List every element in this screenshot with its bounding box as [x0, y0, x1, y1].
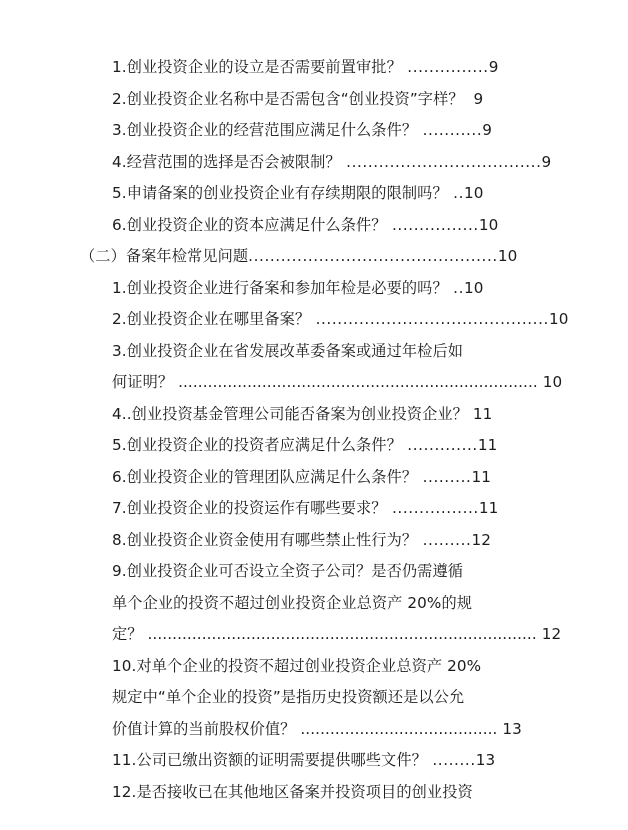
toc-entry-text: 8.创业投资企业资金使用有哪些禁止性行为？: [112, 530, 418, 549]
toc-page-number: 11: [478, 499, 499, 517]
toc-entry-text: 7.创业投资企业的投资运作有哪些要求？: [112, 499, 387, 517]
toc-entry[interactable]: [112, 462, 550, 494]
toc-page-number: 9: [473, 89, 484, 108]
toc-entry-text: 1.创业投资企业进行备案和参加年检是必要的吗？: [112, 278, 448, 297]
toc-section-entry[interactable]: [80, 241, 550, 273]
table-of-contents: [80, 52, 569, 808]
toc-leader: .............: [401, 436, 478, 454]
toc-entry-text: 12.是否接收已在其他地区备案并投资项目的创业投资: [112, 782, 473, 801]
toc-page-number: 12: [471, 530, 491, 549]
toc-entry-text: 4.经营范围的选择是否会被限制？: [112, 152, 341, 171]
toc-entry-text: 11.公司已缴出资额的证明需要提供哪些文件？: [112, 751, 427, 769]
toc-entry-text: 4..创业投资基金管理公司能否备案为创业投资企业？: [112, 404, 468, 423]
toc-page-number: 9: [482, 121, 493, 139]
toc-entry-continuation: 定？ ............................................................................... 12: [112, 625, 562, 643]
toc-entry-text: 2.创业投资企业名称中是否需包含“创业投资”字样？: [112, 89, 464, 108]
toc-leader: ...............: [401, 58, 489, 76]
toc-leader: ..: [447, 278, 465, 297]
toc-page-number: 10: [464, 184, 484, 202]
toc-entry-text: 1.创业投资企业的设立是否需要前置审批？: [112, 58, 402, 76]
toc-entry[interactable]: [112, 430, 550, 462]
toc-entry[interactable]: [112, 336, 563, 399]
toc-leader: ...........................................: [310, 310, 549, 328]
toc-leader: ........: [426, 751, 476, 769]
toc-leader: ................: [386, 499, 479, 517]
toc-entry[interactable]: [112, 178, 550, 210]
toc-entry[interactable]: [112, 273, 550, 305]
toc-entry[interactable]: [112, 52, 550, 84]
toc-entry-text: 9.创业投资企业可否设立全资子公司？是否仍需遵循: [112, 562, 464, 580]
toc-page-number: 9: [541, 152, 552, 171]
toc-page-number: 10: [464, 278, 484, 297]
toc-entry[interactable]: [112, 210, 550, 242]
toc-leader: .........: [417, 467, 472, 486]
toc-entry-continuation: 单个企业的投资不超过创业投资企业总资产 20%的规: [112, 593, 473, 612]
toc-entry[interactable]: [112, 147, 550, 179]
toc-page-number: 11: [472, 404, 493, 423]
toc-entry-text: 3.创业投资企业的经营范围应满足什么条件？: [112, 121, 418, 139]
toc-entry-text: 10.对单个企业的投资不超过创业投资企业总资产 20%: [112, 656, 482, 675]
toc-page-number: 11: [477, 436, 498, 454]
toc-leader: .........: [417, 530, 472, 549]
toc-entry[interactable]: [112, 304, 569, 336]
toc-leader: ...........: [417, 121, 483, 139]
toc-entry-text: 5.申请备案的创业投资企业有存续期限的限制吗？: [112, 184, 448, 202]
toc-page-number: 13: [475, 751, 496, 769]
toc-leader: ..: [447, 184, 465, 202]
toc-entry[interactable]: [112, 777, 550, 809]
toc-page-number: 11: [471, 467, 491, 486]
toc-entry[interactable]: [112, 84, 550, 116]
toc-page-number: 10: [548, 310, 569, 328]
toc-entry[interactable]: [112, 115, 550, 147]
toc-leader: ..............................................: [248, 247, 498, 265]
toc-entry-text: （二）备案年检常见问题: [80, 247, 249, 265]
toc-entry-text: 5.创业投资企业的投资者应满足什么条件？: [112, 436, 402, 454]
toc-entry[interactable]: [112, 493, 550, 525]
toc-page-number: 10: [497, 247, 518, 265]
toc-entry-text: 6.创业投资企业的资本应满足什么条件？: [112, 215, 387, 234]
toc-leader: ....................................: [340, 152, 542, 171]
toc-entry[interactable]: [112, 556, 562, 651]
toc-entry[interactable]: [112, 745, 550, 777]
toc-entry-continuation: 规定中“单个企业的投资”是指历史投资额还是以公允: [112, 688, 465, 706]
toc-entry[interactable]: [112, 651, 550, 746]
toc-leader: ................: [386, 215, 479, 234]
toc-entry-text: 3.创业投资企业在省发展改革委备案或通过年检后如: [112, 341, 464, 360]
toc-entry[interactable]: [112, 399, 550, 431]
toc-entry-continuation: 价值计算的当前股权价值？ ........................................ 13: [112, 719, 522, 738]
toc-entry-text: 2.创业投资企业在哪里备案？: [112, 310, 311, 328]
toc-page-number: 10: [478, 215, 499, 234]
toc-page-number: 9: [488, 58, 499, 76]
toc-entry-continuation: 何证明？ ......................................................................... 10: [112, 373, 563, 391]
toc-entry-text: 6.创业投资企业的管理团队应满足什么条件？: [112, 467, 418, 486]
toc-entry[interactable]: [112, 525, 550, 557]
